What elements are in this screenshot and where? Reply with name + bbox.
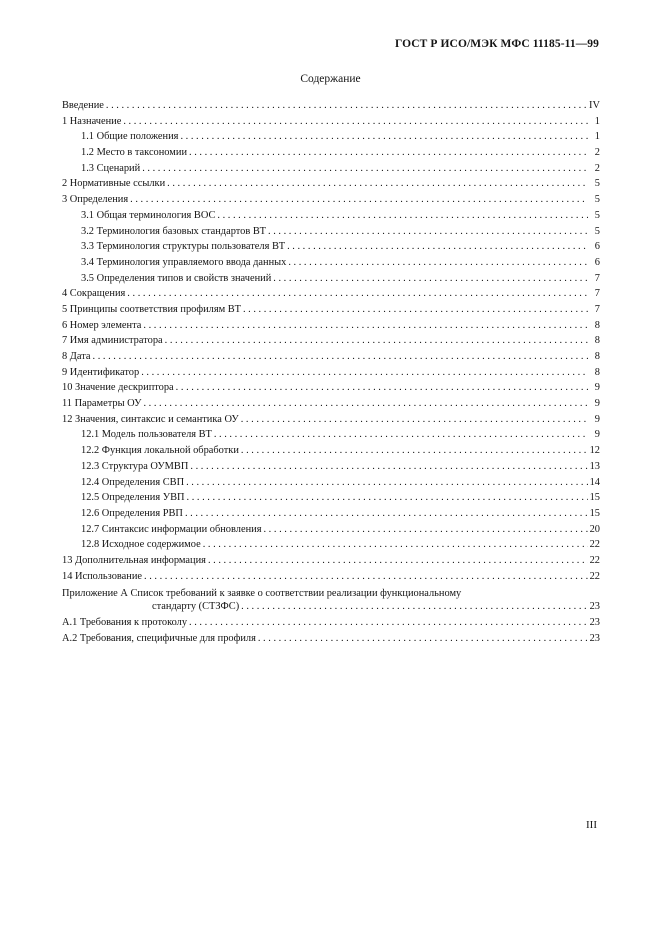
toc-entry-page: 15 — [589, 507, 600, 519]
toc-entry[interactable] — [62, 522, 600, 538]
toc-entry-title: 3.2 Терминология базовых стандартов ВТ — [81, 225, 266, 237]
toc-entry[interactable] — [62, 506, 600, 522]
leader-dots — [190, 459, 587, 475]
toc-entry[interactable] — [62, 349, 600, 365]
annex-title-text: стандарту (СТЗФС) — [152, 601, 240, 613]
leader-dots — [258, 631, 588, 647]
toc-entry-title: 3.3 Терминология структуры пользователя ВТ — [81, 241, 286, 253]
toc-entry-page: 8 — [594, 366, 600, 378]
annex-title-line1: Приложение А Список требований к заявке о соответствии реализации функциональному — [62, 588, 462, 600]
toc-entry-title: 12.2 Функция локальной обработки — [81, 445, 239, 457]
toc-entry-title: 14 Использование — [62, 570, 142, 582]
toc-entry[interactable] — [62, 161, 600, 177]
toc-entry[interactable] — [62, 318, 600, 334]
toc-entry-page: 22 — [589, 539, 600, 551]
toc-entry-title: 7 Имя администратора — [62, 335, 163, 347]
toc-entry-title: 9 Идентификатор — [62, 366, 140, 378]
document-code-header: ГОСТ Р ИСО/МЭК МФС 11185-11—99 — [394, 38, 599, 50]
toc-entry[interactable] — [62, 365, 600, 381]
toc-entry-title: 6 Номер элемента — [62, 319, 142, 331]
leader-dots — [241, 412, 588, 428]
toc-entry-page: 22 — [589, 554, 600, 566]
toc-entry-title: 11 Параметры ОУ — [62, 398, 142, 410]
toc-entry-page: 8 — [594, 351, 600, 362]
toc-title: Содержание — [300, 73, 361, 85]
toc-entry-title: 3 Определения — [62, 194, 129, 206]
toc-entry-title: 2 Нормативные ссылки — [62, 178, 166, 190]
toc-entry-title: 12.8 Исходное содержимое — [81, 539, 201, 551]
toc-entry-title: 12.5 Определения УВП — [81, 492, 185, 504]
leader-dots — [176, 380, 588, 396]
toc-entry-title: 12.1 Модель пользователя ВТ — [81, 429, 212, 441]
leader-dots — [127, 286, 588, 302]
toc-entry[interactable] — [62, 129, 600, 145]
leader-dots — [143, 318, 588, 334]
leader-dots — [243, 302, 588, 318]
toc-entry-page: 2 — [594, 162, 600, 174]
toc-entry-title: 3.5 Определения типов и свойств значений — [81, 272, 272, 284]
leader-dots — [217, 208, 588, 224]
toc-entry-title: А.1 Требования к протоколу — [62, 617, 188, 629]
leader-dots — [268, 224, 588, 240]
toc-entry-page: 23 — [589, 617, 600, 629]
table-of-contents — [62, 98, 600, 647]
toc-entry-page: 23 — [589, 633, 600, 644]
toc-entry[interactable] — [62, 615, 600, 631]
leader-dots — [189, 615, 588, 631]
toc-entry[interactable] — [62, 427, 600, 443]
leader-dots — [144, 569, 588, 585]
leader-dots — [288, 255, 588, 271]
toc-entry-title: 1.2 Место в таксономии — [81, 147, 188, 159]
toc-entry-page: 9 — [594, 382, 600, 394]
annex-title-line2 — [62, 600, 600, 613]
toc-entry[interactable] — [62, 459, 600, 475]
leader-dots — [241, 443, 588, 459]
leader-dots — [214, 427, 588, 443]
toc-entry-title: 3.1 Общая терминология ВОС — [81, 209, 216, 221]
toc-entry-title: 1.3 Сценарий — [81, 162, 141, 174]
toc-entry-page: IV — [589, 100, 600, 111]
toc-entry[interactable] — [62, 396, 600, 412]
toc-entry-title: 12 Значения, синтаксис и семантика ОУ — [62, 413, 239, 425]
toc-entry-page: 8 — [594, 319, 600, 331]
toc-entry-title: 12.7 Синтаксис информации обновления — [81, 523, 262, 535]
toc-entry[interactable] — [62, 537, 600, 553]
toc-entry[interactable] — [62, 412, 600, 428]
toc-entry[interactable] — [62, 255, 600, 271]
toc-entry[interactable] — [62, 443, 600, 459]
toc-entry-page: 6 — [594, 241, 600, 253]
toc-entry-page: 12 — [589, 445, 600, 457]
toc-entry-page: 8 — [594, 335, 600, 347]
toc-entry-page: 14 — [589, 476, 600, 488]
toc-entry[interactable] — [62, 176, 600, 192]
toc-entry-title: Введение — [62, 100, 104, 111]
leader-dots — [208, 553, 588, 569]
toc-entry-page: 1 — [594, 131, 600, 143]
toc-entry[interactable] — [62, 192, 600, 208]
leader-dots — [263, 522, 587, 538]
toc-entry[interactable] — [62, 490, 600, 506]
toc-entry-title: 1 Назначение — [62, 115, 122, 127]
leader-dots — [273, 271, 588, 287]
leader-dots — [187, 490, 588, 506]
leader-dots — [167, 176, 588, 192]
toc-entry[interactable] — [62, 271, 600, 287]
toc-entry-page: 1 — [594, 115, 600, 127]
toc-entry-page: 5 — [594, 225, 600, 237]
leader-dots — [165, 333, 588, 349]
toc-entry-page: 7 — [594, 272, 600, 284]
toc-entry-title: 4 Сокращения — [62, 288, 126, 300]
toc-entry[interactable] — [62, 98, 600, 114]
toc-entry-page: 2 — [594, 147, 600, 159]
leader-dots — [185, 506, 588, 522]
toc-entry-page: 5 — [594, 178, 600, 190]
toc-entry[interactable] — [62, 286, 600, 302]
toc-entry[interactable] — [62, 380, 600, 396]
toc-entry[interactable] — [62, 224, 600, 240]
toc-entry-page: 7 — [594, 288, 600, 300]
leader-dots — [141, 365, 588, 381]
leader-dots — [123, 114, 588, 130]
toc-entry-title: 12.3 Структура ОУМВП — [81, 460, 189, 472]
leader-dots — [180, 129, 588, 145]
toc-entry-title: 5 Принципы соответствия профилям ВТ — [62, 303, 241, 315]
leader-dots — [186, 475, 588, 491]
toc-entry-page: 15 — [589, 492, 600, 504]
toc-entry-title: 8 Дата — [62, 351, 91, 362]
toc-entry-page: 23 — [589, 601, 600, 613]
toc-entry-page: 5 — [594, 194, 600, 206]
toc-entry[interactable] — [62, 569, 600, 585]
toc-entry-page: 13 — [589, 460, 600, 472]
toc-entry-page: 22 — [589, 570, 600, 582]
toc-entry-page: 7 — [594, 303, 600, 315]
toc-entry-title: 12.4 Определения СВП — [81, 476, 185, 488]
toc-entry-title: 3.4 Терминология управляемого ввода данных — [81, 256, 287, 268]
toc-entry-page: 20 — [589, 523, 600, 535]
toc-entry[interactable] — [62, 302, 600, 318]
toc-entry-page: 9 — [594, 413, 600, 425]
toc-entry[interactable] — [62, 239, 600, 255]
leader-dots — [189, 145, 588, 161]
toc-entry[interactable] — [62, 145, 600, 161]
toc-entry-title: 1.1 Общие положения — [81, 131, 179, 143]
toc-entry[interactable] — [62, 208, 600, 224]
toc-entry-title: 12.6 Определения РВП — [81, 507, 183, 519]
toc-entry-page: 9 — [594, 429, 600, 441]
leader-dots — [130, 192, 588, 208]
toc-entry-title: 13 Дополнительная информация — [62, 554, 206, 566]
toc-annex-entry[interactable] — [62, 587, 600, 613]
toc-entry[interactable] — [62, 631, 600, 647]
toc-entry[interactable] — [62, 553, 600, 569]
toc-entry-page: 9 — [594, 398, 600, 410]
toc-entry-title: 10 Значение дескриптора — [62, 382, 174, 394]
leader-dots — [241, 600, 587, 613]
toc-entry-title: А.2 Требования, специфичные для профиля — [62, 633, 256, 644]
page-number: III — [586, 819, 597, 831]
leader-dots — [203, 537, 588, 553]
leader-dots — [106, 98, 587, 114]
leader-dots — [93, 349, 588, 365]
leader-dots — [142, 161, 588, 177]
toc-entry[interactable] — [62, 114, 600, 130]
toc-entry[interactable] — [62, 333, 600, 349]
toc-entry[interactable] — [62, 475, 600, 491]
toc-entry-page: 5 — [594, 209, 600, 221]
leader-dots — [143, 396, 588, 412]
leader-dots — [287, 239, 588, 255]
toc-entry-page: 6 — [594, 256, 600, 268]
